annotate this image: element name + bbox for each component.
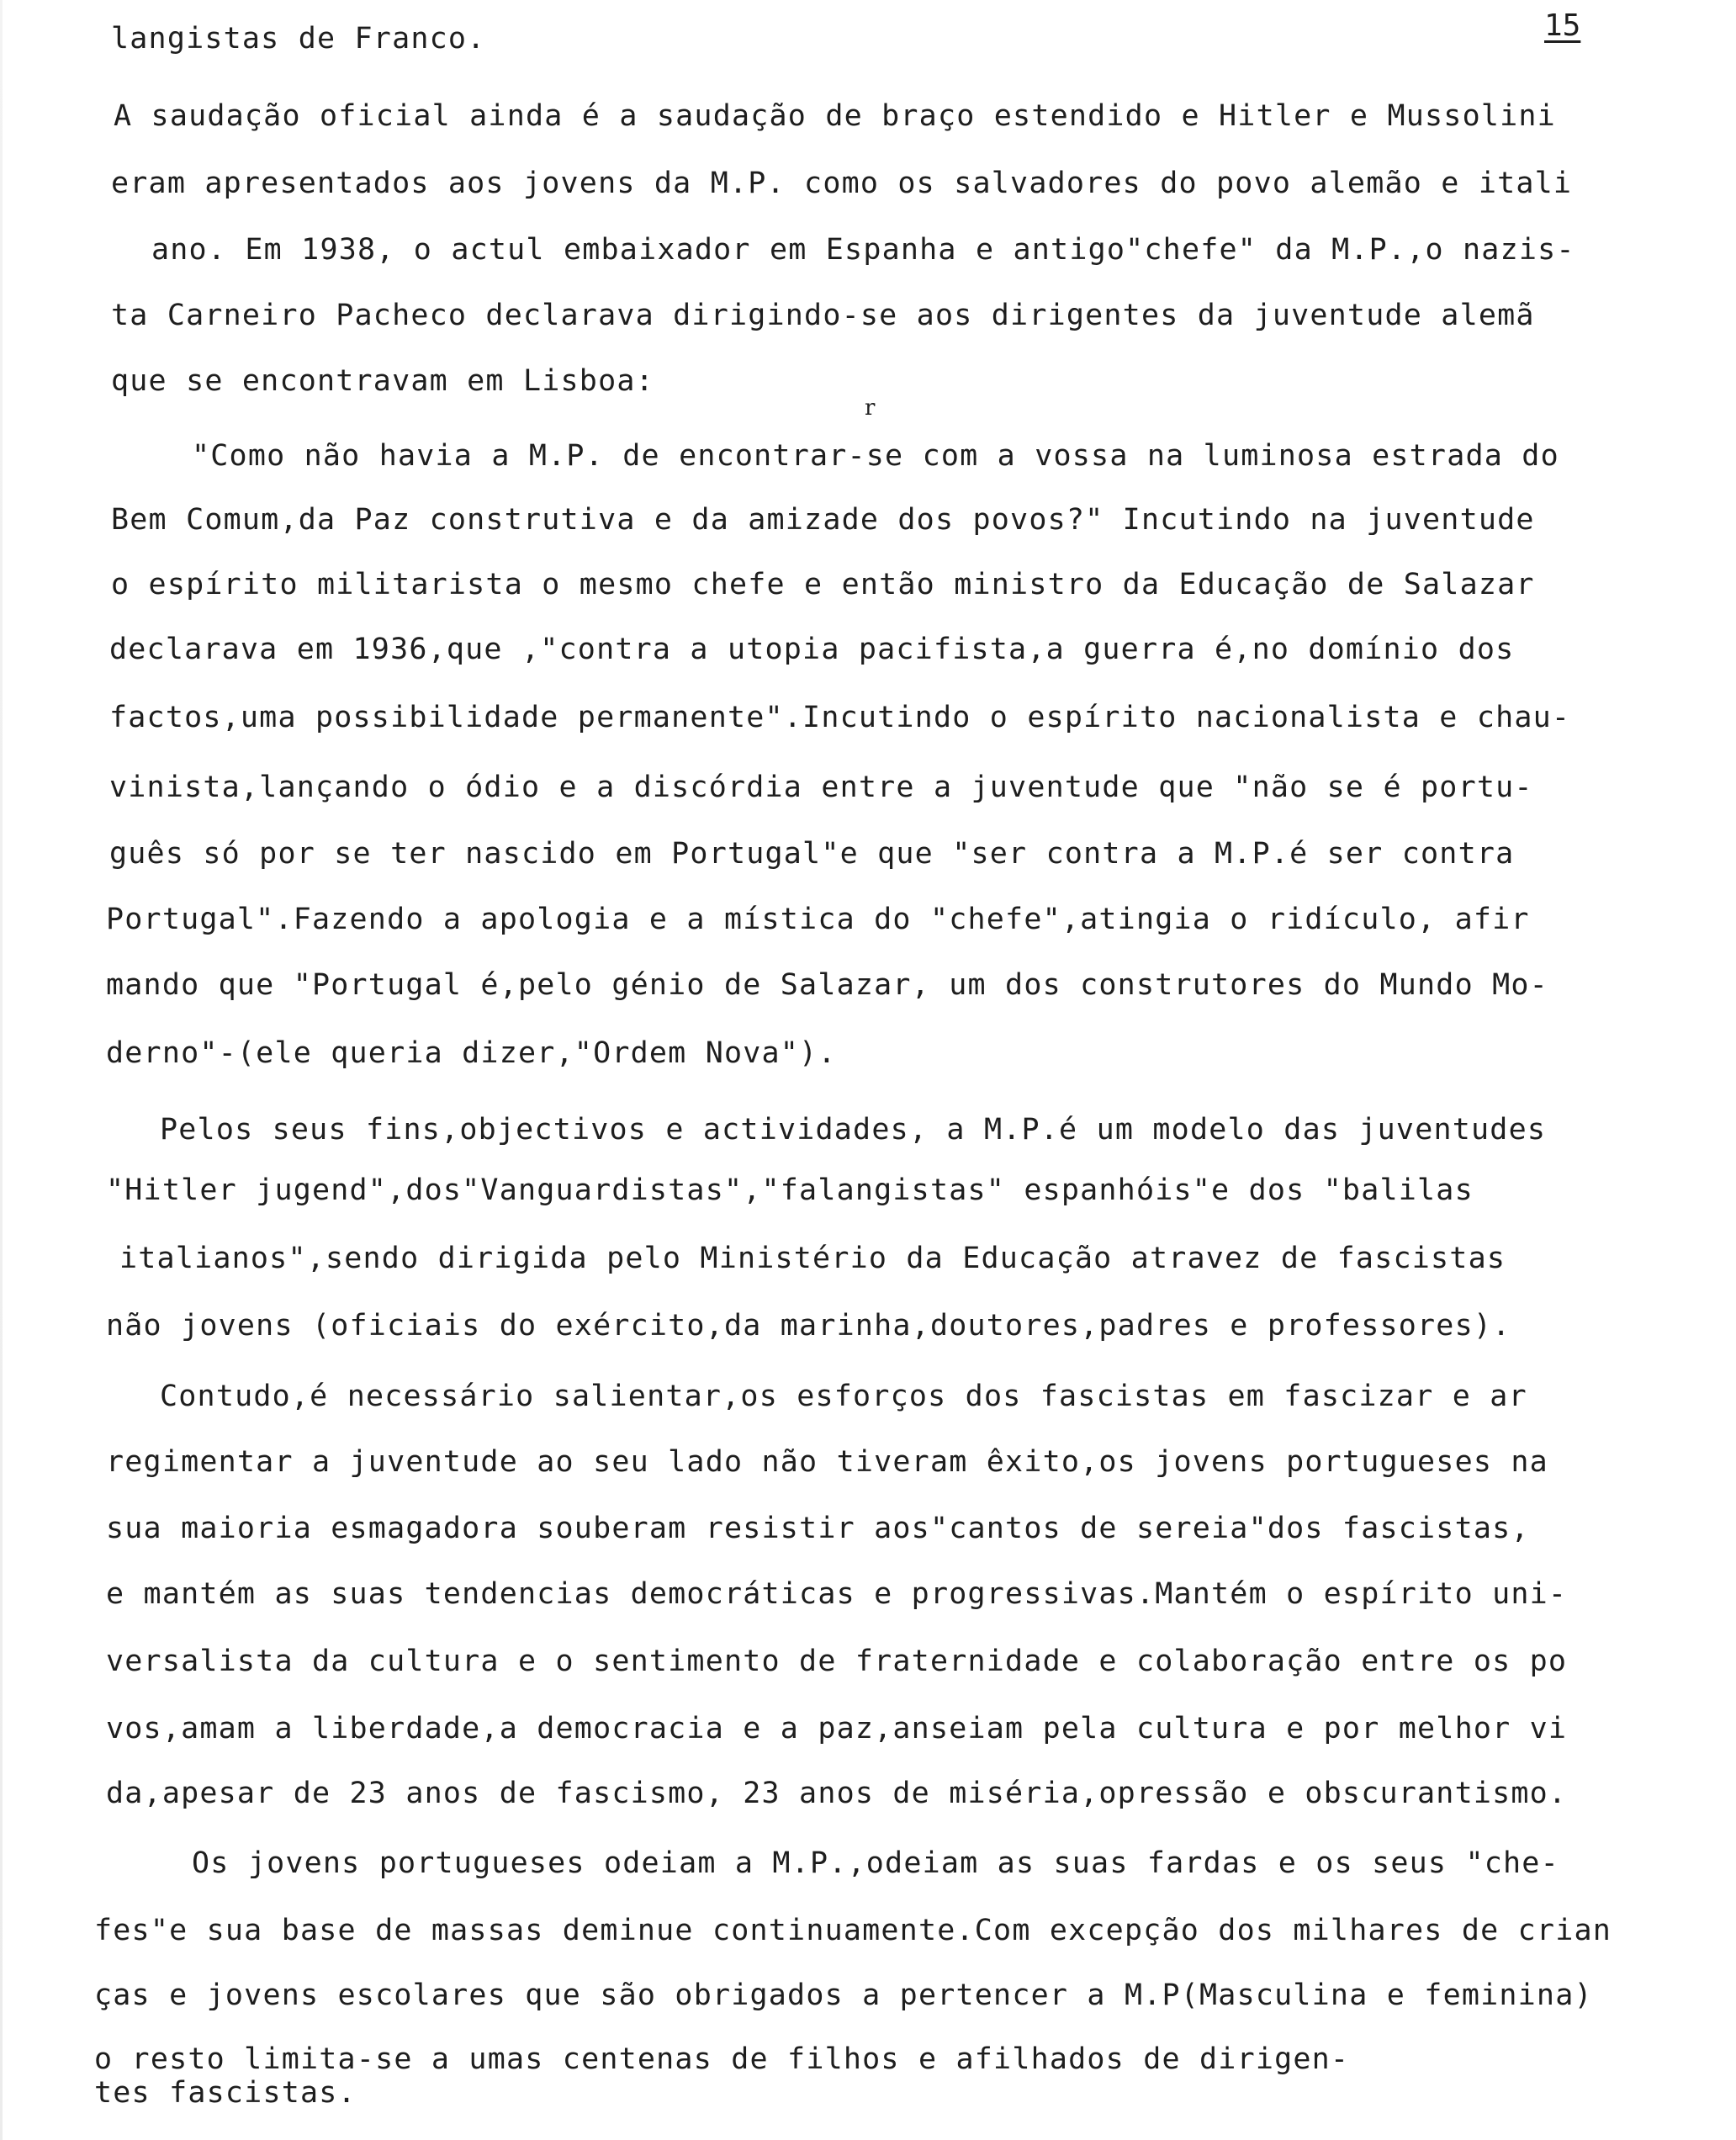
text-line: ças e jovens escolares que são obrigados a pertencer a M.P(Masculina e feminina): [94, 1978, 1593, 2012]
text-line: derno"-(ele queria dizer,"Ordem Nova").: [106, 1036, 837, 1070]
text-line: e mantém as suas tendencias democráticas e progressivas.Mantém o espírito uni-: [106, 1577, 1568, 1611]
text-line: Os jovens portugueses odeiam a M.P.,odeiam as suas fardas e os seus "che-: [192, 1846, 1559, 1880]
text-line: sua maioria esmagadora souberam resistir aos"cantos de sereia"dos fascistas,: [106, 1512, 1530, 1545]
text-line: italianos",sendo dirigida pelo Ministério da Educação atravez de fascistas: [119, 1242, 1506, 1275]
text-line: o espírito militarista o mesmo chefe e então ministro da Educação de Salazar: [111, 568, 1535, 601]
text-line: da,apesar de 23 anos de fascismo, 23 anos de miséria,opressão e obscurantismo.: [106, 1777, 1568, 1810]
text-line: factos,uma possibilidade permanente".Incutindo o espírito nacionalista e chau-: [109, 701, 1571, 734]
text-line: tes fascistas.: [94, 2076, 357, 2110]
text-line: que se encontravam em Lisboa:: [111, 364, 654, 398]
text-line: Portugal".Fazendo a apologia e a mística do "chefe",atingia o ridículo, afir: [106, 903, 1530, 936]
text-line: eram apresentados aos jovens da M.P. como os salvadores do povo alemão e itali: [111, 167, 1573, 200]
text-line: vinista,lançando o ódio e a discórdia entre a juventude que "não se é portu-: [109, 771, 1533, 804]
text-line: vos,amam a liberdade,a democracia e a paz,anseiam pela cultura e por melhor vi: [106, 1712, 1568, 1745]
page-number: 15: [1544, 8, 1581, 43]
text-line: não jovens (oficiais do exército,da marinha,doutores,padres e professores).: [106, 1309, 1511, 1343]
text-line: Bem Comum,da Paz construtiva e da amizade dos povos?" Incutindo na juventude: [111, 503, 1535, 537]
text-line: regimentar a juventude ao seu lado não tiveram êxito,os jovens portugueses na: [106, 1445, 1548, 1479]
text-line: A saudação oficial ainda é a saudação de braço estendido e Hitler e Mussolini: [114, 99, 1556, 133]
text-line: mando que "Portugal é,pelo génio de Salazar, um dos construtores do Mundo Mo-: [106, 968, 1548, 1002]
text-line: fes"e sua base de massas deminue continuamente.Com excepção dos milhares de crian: [94, 1914, 1612, 1947]
text-line: ano. Em 1938, o actul embaixador em Espanha e antigo"chefe" da M.P.,o nazis-: [151, 233, 1575, 267]
text-line: ta Carneiro Pacheco declarava dirigindo-se aos dirigentes da juventude alemã: [111, 299, 1535, 332]
text-line: Pelos seus fins,objectivos e actividades, a M.P.é um modelo das juventudes: [160, 1113, 1547, 1147]
text-line: langistas de Franco.: [111, 22, 486, 56]
text-line: declarava em 1936,que ,"contra a utopia pacifista,a guerra é,no domínio dos: [109, 633, 1515, 666]
text-line: "Hitler jugend",dos"Vanguardistas","falangistas" espanhóis"e dos "balilas: [106, 1173, 1474, 1207]
handwritten-correction: r: [865, 395, 876, 421]
text-line: guês só por se ter nascido em Portugal"e que "ser contra a M.P.é ser contra: [109, 837, 1515, 871]
text-line: "Como não havia a M.P. de encontrar-se com a vossa na luminosa estrada do: [192, 439, 1559, 473]
scan-edge: [0, 0, 3, 2140]
text-line: versalista da cultura e o sentimento de fraternidade e colaboração entre os po: [106, 1645, 1568, 1678]
text-line: Contudo,é necessário salientar,os esforços dos fascistas em fascizar e ar: [160, 1380, 1527, 1413]
text-line: o resto limita-se a umas centenas de filhos e afilhados de dirigen-: [94, 2042, 1350, 2076]
